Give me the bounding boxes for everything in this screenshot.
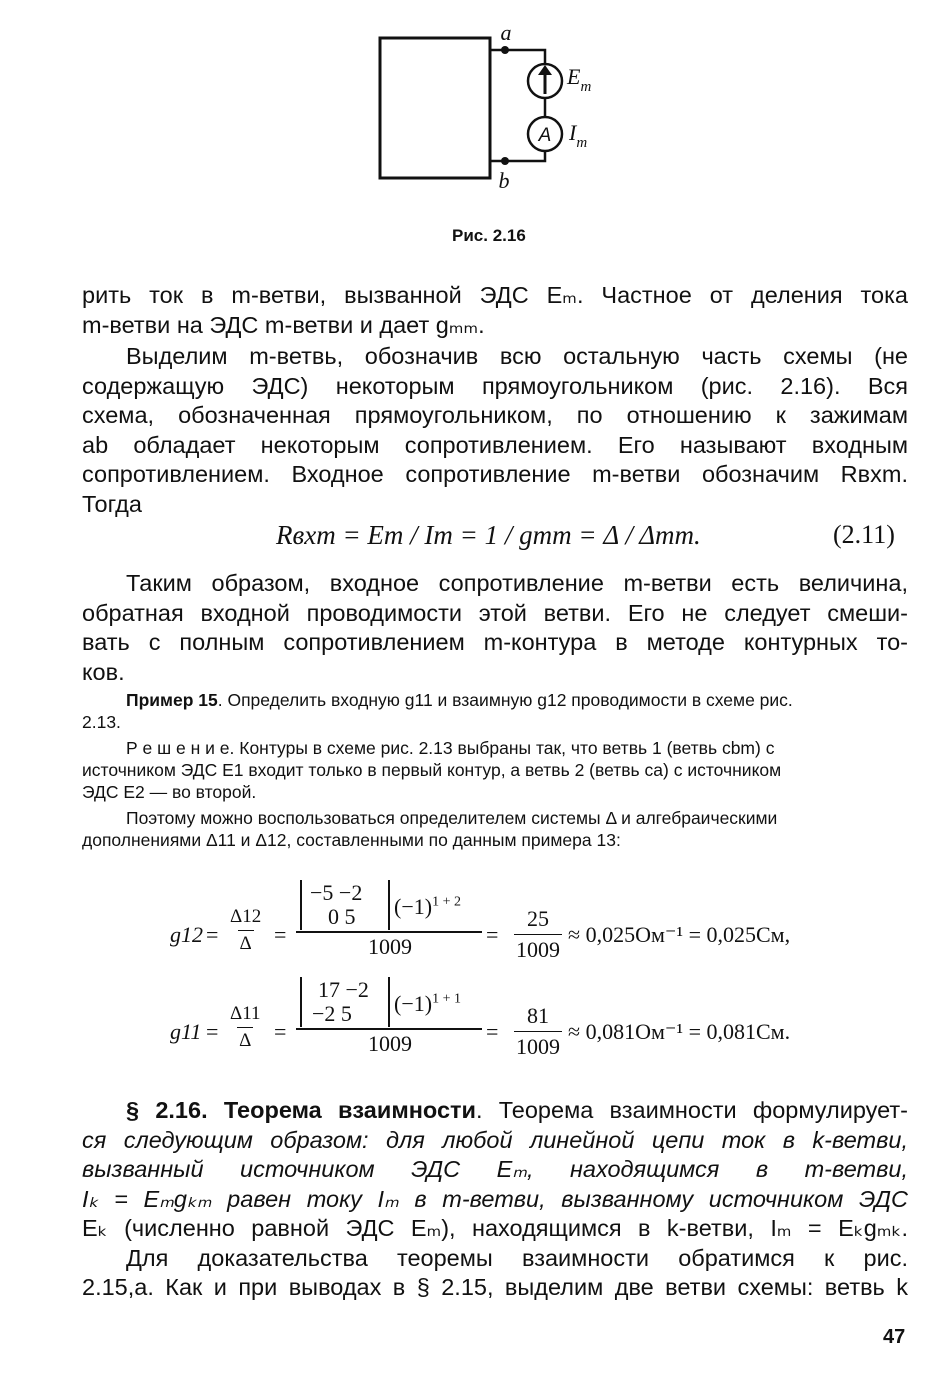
- fraction-numerator: 81: [527, 1003, 549, 1028]
- solution-line: Поэтому можно воспользоваться определителем системы Δ и алгебраическими: [126, 808, 778, 828]
- formula-g11: [170, 973, 850, 1063]
- main-fraction-bar: [296, 1028, 482, 1030]
- text-line: обратная входной проводимости этой ветви. Его не следует смеши-: [82, 599, 908, 626]
- text-line: Тогда: [82, 490, 142, 517]
- paragraph-2: [82, 342, 908, 519]
- equals-sign: =: [206, 1019, 219, 1044]
- fraction-numerator: Δ12: [230, 906, 262, 927]
- solution-line: ЭДС E2 — во второй.: [82, 782, 257, 802]
- fraction-denominator: Δ: [238, 930, 254, 955]
- text-line: Eₖ (численно равной ЭДС Eₘ), находящимся в k-ветви, Iₘ = Eₖgₘₖ.: [82, 1215, 908, 1241]
- ammeter-letter: A: [538, 125, 552, 146]
- text-line: сопротивлением. Входное сопротивление m-ветви обозначим Rвхm.: [82, 461, 908, 487]
- matrix-row-2: −2 5: [312, 1001, 352, 1026]
- emf-label: $E_m$: [567, 64, 592, 95]
- equals-sign: =: [486, 1019, 499, 1044]
- g11-lhs: g11: [170, 1019, 202, 1044]
- paragraph-3: [82, 569, 908, 687]
- section-text: . Теорема взаимности формулирует-: [475, 1097, 908, 1123]
- current-label: $I_m$: [569, 120, 588, 151]
- fraction-denominator: 1009: [514, 934, 562, 963]
- figure-caption: Рис. 2.16: [452, 226, 526, 245]
- equation-number: (2.11): [833, 520, 895, 549]
- main-fraction-bar: [296, 931, 482, 933]
- determinant-bar-left: [300, 880, 302, 930]
- section-2-16: [82, 1096, 908, 1303]
- section-first-line: [82, 1096, 908, 1126]
- g11-value-fraction: [514, 1003, 562, 1060]
- branch-wire: [490, 50, 545, 64]
- network-rectangle: [380, 38, 490, 178]
- equals-sign: =: [274, 922, 287, 947]
- sign-factor: $(-1)^{1 + 1}$: [394, 991, 461, 1016]
- branch-wire-bottom: [490, 151, 545, 161]
- example-15: [82, 689, 908, 851]
- text-line: Iₖ = Eₘgₖₘ равен току Iₘ в m-ветви, вызванному источником ЭДС: [82, 1185, 908, 1212]
- matrix-row-2: 0 5: [328, 904, 356, 929]
- equals-sign: =: [486, 922, 499, 947]
- solution-line: Р е ш е н и е. Контуры в схеме рис. 2.13 выбраны так, что ветвь 1 (ветвь cbm) с: [126, 738, 775, 758]
- determinant-bar-left: [300, 977, 302, 1027]
- g11-result: ≈ 0,081Ом⁻¹ = 0,081См.: [568, 1019, 791, 1044]
- text-line: рить ток в m-ветви, вызванной ЭДС Eₘ. Частное от деления тока: [82, 282, 908, 308]
- node-a-dot: [501, 46, 509, 54]
- main-denominator: 1009: [368, 934, 412, 959]
- determinant-bar-right: [388, 977, 390, 1027]
- text-line: Для доказательства теоремы взаимности обратимся к рис.: [126, 1244, 908, 1271]
- text-line: ков.: [82, 658, 125, 685]
- formula-g12: [170, 876, 850, 966]
- equals-sign: =: [206, 922, 219, 947]
- example-title-line: [82, 689, 908, 711]
- text-line: содержащую ЭДС) некоторым прямоугольником (рис. 2.16). Вся: [82, 372, 908, 399]
- g12-result: ≈ 0,025Ом⁻¹ = 0,025См,: [568, 922, 791, 947]
- text-line: ся следующим образом: для любой линейной цепи ток в k-ветви,: [82, 1126, 908, 1153]
- example-text: . Определить входную g11 и взаимную g12 проводимости в схеме рис.: [217, 690, 793, 710]
- g12-lhs: g12: [170, 922, 203, 947]
- example-title: Пример 15: [126, 690, 218, 710]
- figure-2-16-circuit: [370, 22, 610, 197]
- equals-sign: =: [274, 1019, 287, 1044]
- text-line: схема, обозначенная прямоугольником, по отношению к зажимам: [82, 402, 908, 428]
- g12-fraction: [228, 906, 263, 955]
- fraction-denominator: Δ: [237, 1027, 253, 1052]
- fraction-denominator: 1009: [514, 1031, 562, 1060]
- g12-value-fraction: [514, 906, 562, 963]
- node-b-label: b: [498, 168, 510, 193]
- main-denominator: 1009: [368, 1031, 412, 1056]
- text-line: вызванный источником ЭДС Eₘ, находящимся в m-ветви,: [82, 1156, 908, 1182]
- text-line: 2.13.: [82, 712, 121, 732]
- text-line: Выделим m-ветвь, обозначив всю остальную часть схемы (не: [126, 343, 908, 369]
- matrix-row-1: −5 −2: [310, 880, 363, 905]
- page-number: 47: [883, 1326, 906, 1348]
- node-b-dot: [501, 157, 509, 165]
- paragraph-1: [82, 281, 908, 340]
- node-a-label: a: [500, 22, 512, 45]
- text-line: 2.15,a. Как и при выводах в § 2.15, выделим две ветви схемы: ветвь k: [82, 1274, 908, 1300]
- sign-factor: $(-1)^{1 + 2}$: [394, 894, 461, 919]
- fraction-numerator: 25: [527, 906, 549, 931]
- text-line: вать с полным сопротивлением m-контура в методе контурных то-: [82, 629, 908, 655]
- text-line: Таким образом, входное сопротивление m-ветви есть величина,: [126, 570, 908, 596]
- solution-line: дополнениями Δ11 и Δ12, составленными по данным примера 13:: [82, 830, 621, 850]
- text-line: m-ветви на ЭДС m-ветви и дает gₘₘ.: [82, 311, 485, 338]
- determinant-bar-right: [388, 880, 390, 930]
- fraction-numerator: Δ11: [230, 1003, 261, 1024]
- solution-line: источником ЭДС E1 входит только в первый контур, а ветвь 2 (ветвь ca) с источником: [82, 760, 782, 780]
- matrix-row-1: 17 −2: [318, 977, 369, 1002]
- equation-2-11: Rвхm = Em / Im = 1 / gmm = Δ / Δmm.: [276, 520, 701, 550]
- section-heading: § 2.16. Теорема взаимности: [126, 1097, 476, 1123]
- g11-fraction: [228, 1003, 263, 1052]
- text-line: ab обладает некоторым сопротивлением. Его называют входным: [82, 431, 908, 458]
